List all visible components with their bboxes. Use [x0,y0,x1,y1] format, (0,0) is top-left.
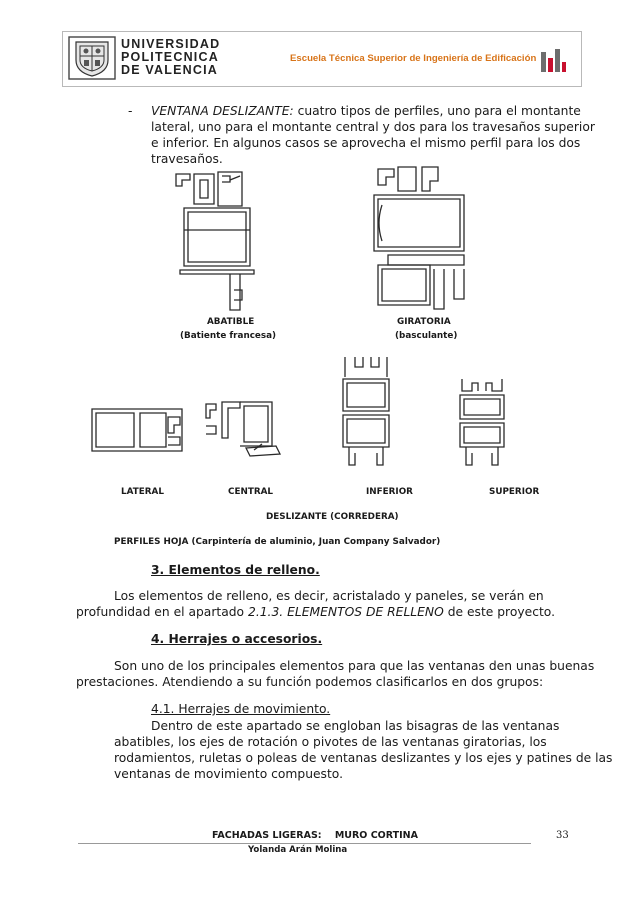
section-4-line-1: Son uno de los principales elementos para que las ventanas den unas buenas [114,659,595,673]
section-4-1-heading: 4.1. Herrajes de movimiento. [151,702,331,716]
intro-text-1: cuatro tipos de perfiles, uno para el montante [293,104,581,118]
abatible-profile-drawing [170,170,270,315]
footer-divider [78,843,531,844]
intro-term: VENTANA DESLIZANTE: [151,104,294,118]
lateral-profile-drawing [90,405,185,455]
central-profile-drawing [200,398,290,463]
section-3-line-1: Los elementos de relleno, es decir, acristalado y paneles, se verán en [114,589,544,603]
deslizante-label-inferior: INFERIOR [366,487,413,497]
superior-profile-drawing [452,375,512,470]
deslizante-label-central: CENTRAL [228,487,274,497]
university-name-line-3: DE VALENCIA [121,63,219,77]
figure-caption: PERFILES HOJA (Carpintería de aluminio, Juan Company Salvador) [114,537,441,547]
section-3-text-2: profundidad en el apartado [76,605,248,619]
university-name-line-2: POLITECNICA [121,50,219,64]
footer-title: FACHADAS LIGERAS: MURO CORTINA [212,830,418,841]
school-name: Escuela Técnica Superior de Ingeniería de Edificación [290,53,537,64]
giratoria-subtitle: (basculante) [395,331,458,341]
section-4-1-line-2: abatibles, los ejes de rotación o pivotes de las ventanas giratorias, los [114,735,547,749]
intro-line-4: travesaños. [151,152,223,166]
school-logo-icon [539,48,567,74]
bullet-dash: - [128,104,133,118]
intro-line-3: e inferior. En algunos casos se aprovecha el mismo perfil para los dos [151,136,581,150]
giratoria-title: GIRATORIA [397,317,451,327]
section-4-heading: 4. Herrajes o accesorios. [151,632,323,646]
section-4-line-2: prestaciones. Atendiendo a su función podemos clasificarlos en dos grupos: [76,675,544,689]
section-4-1-line-1: Dentro de este apartado se engloban las bisagras de las ventanas [151,719,560,733]
deslizante-label-lateral: LATERAL [121,487,164,497]
inferior-profile-drawing [335,353,395,471]
deslizante-label-superior: SUPERIOR [489,487,540,497]
section-4-1-line-3: rodamientos, ruletas o poleas de ventanas deslizantes y los ejes y patines de las [114,751,613,765]
section-3-heading: 3. Elementos de relleno. [151,563,320,577]
footer-author: Yolanda Arán Molina [248,845,348,855]
university-name-line-1: UNIVERSIDAD [121,37,221,51]
section-3-tail: de este proyecto. [443,605,556,619]
abatible-subtitle: (Batiente francesa) [180,331,277,341]
abatible-title: ABATIBLE [207,317,255,327]
section-4-1-line-4: ventanas de movimiento compuesto. [114,767,343,781]
giratoria-profile-drawing [368,165,478,315]
university-crest-icon [68,36,116,80]
intro-line-1 [151,103,581,119]
section-3-reference: 2.1.3. ELEMENTOS DE RELLENO [248,605,444,619]
intro-line-2: lateral, uno para el montante central y dos para los travesaños superior [151,120,595,134]
deslizante-title: DESLIZANTE (CORREDERA) [266,512,399,522]
page-number: 33 [556,830,569,841]
section-3-line-2 [76,604,555,620]
